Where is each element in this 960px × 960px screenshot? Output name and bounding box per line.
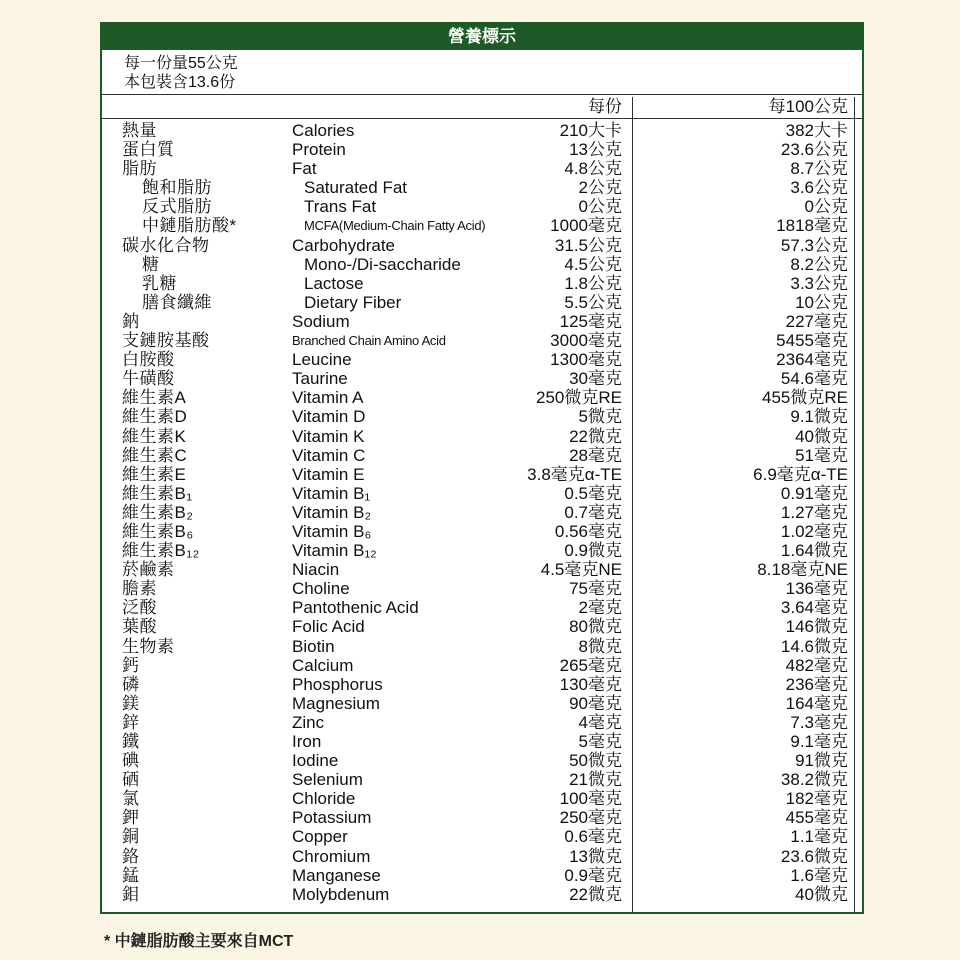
nutrient-name-en: Chloride [292,789,356,809]
table-row [102,121,862,140]
table-row [102,656,862,675]
table-row [102,598,862,617]
value-per-serving: 4.5公克 [564,254,622,274]
value-per-100g: 236毫克 [785,674,848,694]
table-row [102,694,862,713]
value-per-100g: 146微克 [785,617,848,637]
nutrient-name-zh: 維生素B₁ [122,483,193,503]
nutrient-name-en: Trans Fat [304,197,377,217]
value-per-100g: 482毫克 [785,655,848,675]
table-row [102,255,862,274]
nutrient-name-en: Potassium [292,808,372,828]
value-per-serving: 8微克 [578,636,622,656]
nutrient-name-en: Vitamin B₆ [292,521,372,541]
column-per-100g: 每100公克 [768,97,848,116]
value-per-100g: 6.9毫克α-TE [753,464,848,484]
value-per-serving: 5.5公克 [564,292,622,312]
nutrient-name-zh: 鎂 [122,693,140,713]
value-per-100g: 51毫克 [795,445,848,465]
nutrient-name-zh: 氯 [122,789,140,809]
table-row [102,388,862,407]
value-per-100g: 1818毫克 [776,216,848,236]
table-row [102,140,862,159]
value-per-serving: 80微克 [569,617,622,637]
value-per-100g: 382大卡 [785,121,848,140]
table-row [102,484,862,503]
nutrient-name-zh: 維生素B₆ [122,521,194,541]
nutrient-name-en: Pantothenic Acid [292,598,419,618]
nutrient-name-zh: 銅 [122,827,140,847]
table-row [102,847,862,866]
table-row [102,159,862,178]
value-per-serving: 75毫克 [569,579,622,599]
nutrient-name-en: Taurine [292,369,348,389]
value-per-100g: 1.64微克 [780,541,848,561]
value-per-100g: 7.3毫克 [790,712,848,732]
value-per-serving: 0.9毫克 [564,865,622,885]
nutrient-name-zh: 乳糖 [142,273,177,293]
nutrient-name-zh: 蛋白質 [122,140,175,160]
value-per-serving: 28毫克 [569,445,622,465]
nutrient-name-zh: 反式脂肪 [142,197,212,217]
nutrient-name-zh: 錳 [122,865,140,885]
nutrient-name-en: Calories [292,121,355,140]
nutrient-name-zh: 鈣 [122,655,140,675]
value-per-serving: 4毫克 [578,712,622,732]
nutrient-name-zh: 硒 [122,770,140,790]
value-per-serving: 2公克 [578,178,622,198]
nutrient-name-en: MCFA(Medium-Chain Fatty Acid) [304,218,486,234]
table-row [102,407,862,426]
table-row [102,331,862,350]
nutrient-name-zh: 生物素 [122,636,175,656]
table-row [102,789,862,808]
nutrient-name-zh: 維生素B₁₂ [122,541,200,561]
value-per-serving: 0.56毫克 [554,521,622,541]
value-per-100g: 3.64毫克 [780,598,848,618]
value-per-serving: 0.6毫克 [564,827,622,847]
nutrient-name-en: Folic Acid [292,617,365,637]
value-per-100g: 54.6毫克 [780,369,848,389]
nutrient-name-zh: 維生素A [122,388,187,408]
value-per-serving: 250微克RE [536,388,622,408]
nutrient-name-en: Vitamin D [292,407,366,427]
nutrient-name-en: Leucine [292,350,352,370]
value-per-serving: 0.5毫克 [564,483,622,503]
nutrient-name-zh: 糖 [142,254,160,274]
nutrient-name-zh: 鐵 [122,732,140,751]
value-per-100g: 1.6毫克 [790,865,848,885]
value-per-100g: 57.3公克 [780,235,848,255]
nutrient-name-en: Copper [292,827,348,847]
table-row [102,312,862,331]
table-row [102,293,862,312]
value-per-serving: 31.5公克 [554,235,622,255]
serving-info [102,50,862,94]
table-row [102,866,862,885]
nutrient-name-en: Mono-/Di-saccharide [304,254,461,274]
value-per-serving: 0公克 [578,197,622,217]
value-per-100g: 9.1毫克 [790,732,848,751]
value-per-100g: 8.2公克 [790,254,848,274]
nutrient-name-zh: 鉀 [122,808,140,828]
nutrient-name-en: Protein [292,140,346,160]
nutrient-name-en: Iron [292,732,322,751]
nutrient-name-en: Vitamin A [292,388,364,408]
value-per-100g: 23.6微克 [780,846,848,866]
value-per-serving: 265毫克 [559,655,622,675]
value-per-serving: 100毫克 [559,789,622,809]
nutrient-name-zh: 鉻 [122,846,140,866]
value-per-100g: 0.91毫克 [780,483,848,503]
table-row [102,808,862,827]
nutrient-name-zh: 鋅 [122,712,140,732]
value-per-serving: 1000毫克 [550,216,622,236]
table-row [102,522,862,541]
table-row [102,560,862,579]
value-per-serving: 0.9微克 [564,541,622,561]
table-row [102,236,862,255]
table-row [102,637,862,656]
value-per-100g: 40微克 [795,884,848,904]
value-per-100g: 40微克 [795,426,848,446]
table-row [102,675,862,694]
value-per-100g: 1.1毫克 [790,827,848,847]
value-per-100g: 38.2微克 [780,770,848,790]
value-per-serving: 13微克 [569,846,622,866]
table-row [102,274,862,293]
value-per-100g: 136毫克 [785,579,848,599]
nutrient-name-en: Dietary Fiber [304,292,402,312]
value-per-serving: 3000毫克 [550,331,622,351]
nutrient-name-en: Vitamin B₁₂ [292,541,377,561]
nutrient-name-zh: 碘 [122,751,140,771]
nutrient-name-en: Vitamin B₂ [292,502,372,522]
nutrient-name-en: Fat [292,159,317,179]
nutrient-name-zh: 中鏈脂肪酸* [142,216,237,236]
value-per-100g: 23.6公克 [780,140,848,160]
value-per-serving: 3.8毫克α-TE [527,464,622,484]
table-row [102,827,862,846]
nutrient-name-en: Calcium [292,655,354,675]
value-per-100g: 10公克 [795,292,848,312]
table-row [102,751,862,770]
value-per-100g: 0公克 [804,197,848,217]
value-per-100g: 182毫克 [785,789,848,809]
servings-per-pack: 本包裝含13.6份 [124,74,236,91]
nutrient-name-zh: 飽和脂肪 [142,178,212,198]
value-per-100g: 1.02毫克 [780,521,848,541]
value-per-100g: 2364毫克 [776,350,848,370]
nutrient-name-en: Vitamin C [292,445,366,465]
table-row [102,350,862,369]
value-per-serving: 130毫克 [559,674,622,694]
nutrient-name-en: Selenium [292,770,363,790]
table-row [102,885,862,904]
value-per-100g: 1.27毫克 [780,502,848,522]
nutrient-name-en: Manganese [292,865,381,885]
nutrient-name-en: Sodium [292,311,350,331]
nutrient-name-zh: 鈉 [122,311,140,331]
table-row [102,446,862,465]
nutrient-name-zh: 牛磺酸 [122,369,175,389]
value-per-serving: 90毫克 [569,693,622,713]
value-per-serving: 50微克 [569,751,622,771]
value-per-100g: 164毫克 [785,693,848,713]
table-row [102,369,862,388]
nutrient-name-zh: 膽素 [122,579,157,599]
table-row [102,713,862,732]
column-header [102,95,862,118]
nutrient-name-zh: 磷 [122,674,140,694]
nutrient-name-en: Magnesium [292,693,380,713]
footnote: * 中鏈脂肪酸主要來自MCT [104,933,294,950]
table-row [102,541,862,560]
table-row [102,770,862,789]
value-per-100g: 3.3公克 [790,273,848,293]
nutrient-name-en: Saturated Fat [304,178,408,198]
value-per-serving: 250毫克 [559,808,622,828]
nutrient-name-zh: 葉酸 [122,617,157,637]
nutrient-table [102,119,862,904]
nutrient-name-en: Niacin [292,560,340,580]
table-row [102,178,862,197]
nutrient-name-en: Vitamin K [292,426,365,446]
serving-size: 每一份量55公克 [124,55,238,72]
value-per-serving: 4.8公克 [564,159,622,179]
panel-title: 營養標示 [102,24,862,50]
nutrient-name-en: Zinc [292,712,325,732]
value-per-serving: 5毫克 [578,732,622,751]
nutrient-name-zh: 維生素D [122,407,188,427]
nutrient-name-zh: 膳食纖維 [142,292,212,312]
table-row [102,579,862,598]
value-per-100g: 8.18毫克NE [757,560,848,580]
nutrient-name-zh: 菸鹼素 [122,560,175,580]
nutrient-name-en: Choline [292,579,350,599]
nutrient-name-zh: 維生素E [122,464,187,484]
nutrient-name-zh: 維生素C [122,445,188,465]
nutrient-name-en: Branched Chain Amino Acid [292,333,446,349]
nutrient-name-zh: 泛酸 [122,598,157,618]
nutrient-name-zh: 鉬 [122,884,140,904]
value-per-serving: 0.7毫克 [564,502,622,522]
value-per-serving: 125毫克 [559,311,622,331]
table-row [102,617,862,636]
value-per-serving: 21微克 [569,770,622,790]
value-per-100g: 8.7公克 [790,159,848,179]
table-row [102,732,862,751]
nutrient-name-zh: 維生素B₂ [122,502,194,522]
value-per-100g: 227毫克 [785,311,848,331]
value-per-serving: 1.8公克 [564,273,622,293]
table-row [102,216,862,235]
value-per-serving: 22微克 [569,426,622,446]
nutrient-name-zh: 白胺酸 [122,350,175,370]
nutrient-name-zh: 熱量 [122,121,157,140]
column-per-serving: 每份 [588,97,622,116]
value-per-100g: 3.6公克 [790,178,848,198]
value-per-serving: 22微克 [569,884,622,904]
value-per-100g: 5455毫克 [776,331,848,351]
value-per-100g: 455毫克 [785,808,848,828]
value-per-100g: 9.1微克 [790,407,848,427]
nutrient-name-zh: 維生素K [122,426,187,446]
value-per-serving: 13公克 [569,140,622,160]
nutrient-name-en: Vitamin B₁ [292,483,371,503]
value-per-serving: 2毫克 [578,598,622,618]
value-per-serving: 4.5毫克NE [540,560,622,580]
nutrient-name-zh: 脂肪 [122,159,157,179]
value-per-100g: 455微克RE [762,388,848,408]
value-per-100g: 91微克 [795,751,848,771]
nutrient-name-en: Biotin [292,636,335,656]
value-per-100g: 14.6微克 [780,636,848,656]
nutrient-name-en: Molybdenum [292,884,390,904]
nutrient-name-en: Carbohydrate [292,235,396,255]
nutrient-name-en: Vitamin E [292,464,365,484]
value-per-serving: 1300毫克 [550,350,622,370]
nutrient-name-en: Phosphorus [292,674,383,694]
nutrient-name-zh: 支鏈胺基酸 [122,331,210,351]
table-row [102,503,862,522]
nutrition-panel [100,22,864,914]
nutrient-name-en: Iodine [292,751,339,771]
nutrient-name-zh: 碳水化合物 [122,235,210,255]
value-per-serving: 5微克 [578,407,622,427]
value-per-serving: 210大卡 [559,121,622,140]
value-per-serving: 30毫克 [569,369,622,389]
table-row [102,427,862,446]
table-row [102,197,862,216]
nutrient-name-en: Lactose [304,273,364,293]
table-row [102,465,862,484]
nutrient-name-en: Chromium [292,846,371,866]
